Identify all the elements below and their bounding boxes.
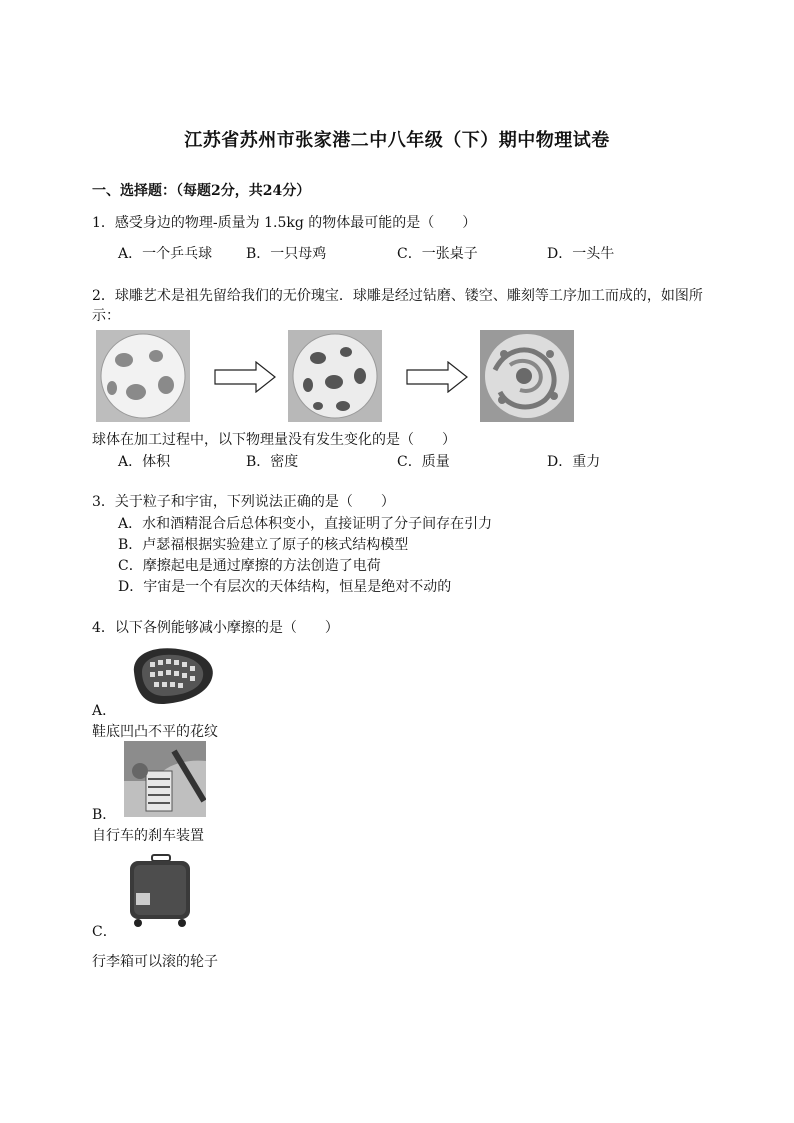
suitcase-image [124,853,196,929]
question-3-option-b: B．卢瑟福根据实验建立了原子的核式结构模型 [118,537,409,553]
question-2-stem-line1: 2．球雕艺术是祖先留给我们的无价瑰宝．球雕是经过钻磨、镂空、雕刻等工序加工而成的，如图所 [92,288,703,304]
ball-plain-image [96,330,190,422]
question-4-stem: 4．以下各例能够减小摩擦的是（ ） [92,620,339,636]
question-1-option-b: B．一只母鸡 [246,246,327,262]
shoe-sole-image [124,642,218,708]
question-3-option-a: A．水和酒精混合后总体积变小，直接证明了分子间存在引力 [118,516,493,532]
question-3-option-d: D．宇宙是一个有层次的天体结构，恒星是绝对不动的 [118,579,452,595]
question-3-stem: 3．关于粒子和宇宙，下列说法正确的是（ ） [92,494,395,510]
question-2-option-b: B．密度 [246,454,299,470]
ball-drilled-image [288,330,382,422]
question-3-option-c: C．摩擦起电是通过摩擦的方法创造了电荷 [118,558,381,574]
bike-brake-image [124,741,206,817]
question-4-option-b-letter: B． [92,807,117,823]
question-1-option-a: A．一个乒乓球 [118,246,213,262]
question-2-option-c: C．质量 [397,454,450,470]
question-2-option-d: D．重力 [547,454,601,470]
question-4-option-b-caption: 自行车的刹车装置 [92,828,204,844]
question-2-option-a: A．体积 [118,454,171,470]
question-1-option-d: D．一头牛 [547,246,615,262]
question-1-stem: 1．感受身边的物理-质量为 1.5kg 的物体最可能的是（ ） [92,215,477,231]
question-4-option-a-letter: A． [92,703,117,719]
right-arrow-icon [214,361,276,397]
ball-carved-image [480,330,574,422]
question-1-option-c: C．一张桌子 [397,246,478,262]
section-heading: 一、选择题：（每题2分，共24分） [92,183,311,199]
question-4-option-c-caption: 行李箱可以滚的轮子 [92,954,218,970]
right-arrow-icon [406,361,468,397]
question-2-stem-after: 球体在加工过程中，以下物理量没有发生变化的是（ ） [92,432,456,448]
question-4-option-a-caption: 鞋底凹凸不平的花纹 [92,724,218,740]
page-title: 江苏省苏州市张家港二中八年级（下）期中物理试卷 [184,130,610,151]
question-4-option-c-letter: C． [92,924,117,940]
question-2-stem-line2: 示： [92,308,120,324]
